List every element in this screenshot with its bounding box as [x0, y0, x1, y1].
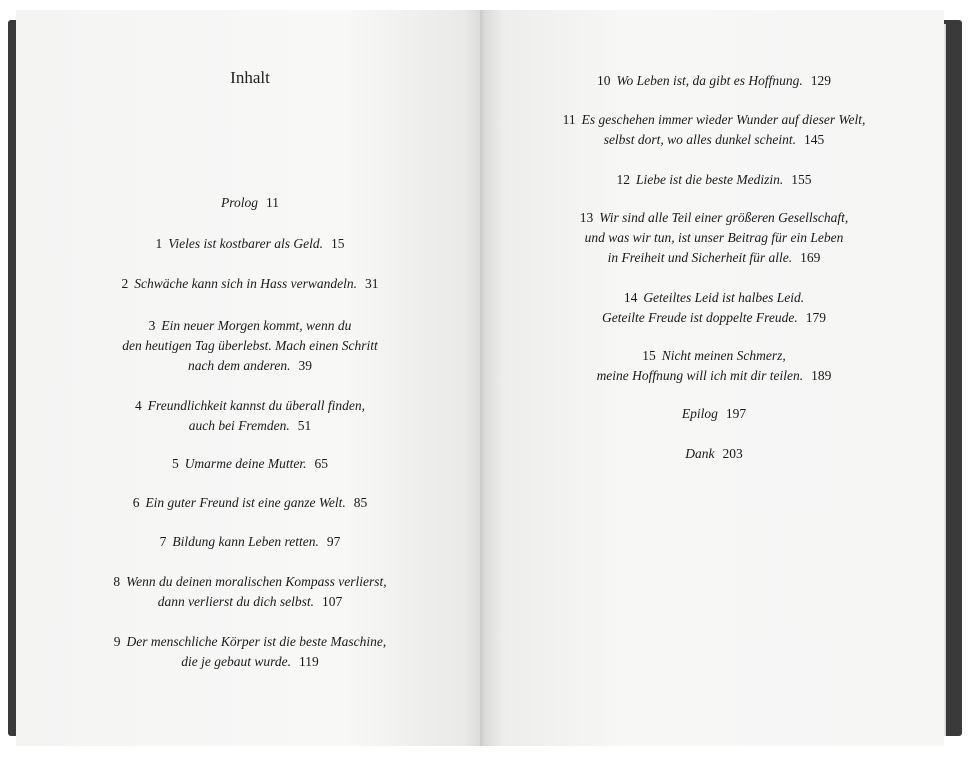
page-number: 169 — [800, 250, 821, 265]
page-number: 11 — [266, 195, 279, 210]
left-page — [16, 10, 484, 746]
toc-heading: Inhalt — [230, 68, 270, 87]
toc-entry-line — [16, 652, 484, 672]
chapter-title: Geteilte Freude ist doppelte Freude. — [601, 310, 798, 325]
chapter-number: 11 — [562, 112, 576, 127]
chapter-title: meine Hoffnung will ich mit dir teilen. — [596, 368, 804, 383]
chapter-number: 6 — [132, 495, 140, 510]
toc-entry-line — [16, 592, 484, 612]
toc-entry-line — [484, 170, 944, 190]
page-number: 65 — [314, 456, 329, 471]
toc-entry-line — [484, 248, 944, 268]
toc-entry — [16, 532, 484, 552]
chapter-number: 2 — [121, 276, 129, 291]
page-number: 203 — [722, 446, 743, 461]
toc-entry — [16, 193, 484, 213]
chapter-title: dann verlierst du dich selbst. — [157, 594, 315, 609]
chapter-number: 8 — [113, 574, 121, 589]
toc-entry-line — [484, 288, 944, 308]
page-number: 97 — [326, 534, 341, 549]
toc-entry-line — [16, 493, 484, 513]
chapter-title: Liebe ist die beste Medizin. — [635, 172, 784, 187]
toc-entry — [16, 454, 484, 474]
chapter-title: Nicht meinen Schmerz, — [661, 348, 786, 363]
chapter-title: Ein guter Freund ist eine ganze Welt. — [145, 495, 346, 510]
page-number: 39 — [298, 358, 313, 373]
chapter-number: 3 — [148, 318, 156, 333]
chapter-title: Freundlichkeit kannst du überall finden, — [147, 398, 366, 413]
toc-entry-line — [484, 228, 944, 248]
chapter-title: den heutigen Tag überlebst. Mach einen Schritt — [122, 338, 378, 353]
chapter-title: Schwäche kann sich in Hass verwandeln. — [134, 276, 357, 291]
chapter-title: Umarme deine Mutter. — [184, 456, 307, 471]
chapter-number: 7 — [159, 534, 167, 549]
chapter-number: 12 — [616, 172, 630, 187]
toc-entry-line — [16, 193, 484, 213]
chapter-title: Vieles ist kostbarer als Geld. — [168, 236, 324, 251]
chapter-title: selbst dort, wo alles dunkel scheint. — [603, 132, 797, 147]
toc-entry — [16, 316, 484, 376]
chapter-title: Ein neuer Morgen kommt, wenn du — [161, 318, 352, 333]
toc-entry-line — [16, 416, 484, 436]
toc-entry-line — [16, 234, 484, 254]
toc-entry-line — [484, 208, 944, 228]
toc-entry-line — [484, 308, 944, 328]
toc-entry-line — [484, 71, 944, 91]
page-number: 51 — [297, 418, 312, 433]
toc-entry — [16, 234, 484, 254]
toc-entry — [16, 632, 484, 672]
toc-entry — [484, 208, 944, 268]
toc-entry-line — [16, 572, 484, 592]
toc-entry — [484, 71, 944, 91]
chapter-title: Es geschehen immer wieder Wunder auf dieser Welt, — [581, 112, 866, 127]
toc-entry — [484, 346, 944, 386]
toc-entry — [16, 274, 484, 294]
chapter-number: 9 — [113, 634, 121, 649]
chapter-title: Dank — [685, 446, 715, 461]
page-number: 15 — [331, 236, 345, 251]
toc-entry — [484, 170, 944, 190]
toc-entry — [484, 404, 944, 424]
page-number: 107 — [322, 594, 343, 609]
page-number: 179 — [805, 310, 827, 325]
toc-entry-line — [484, 444, 944, 464]
chapter-title: und was wir tun, ist unser Beitrag für ein Leben — [584, 230, 844, 245]
toc-entry — [16, 396, 484, 436]
toc-entry-line — [16, 532, 484, 552]
toc-entry-line — [484, 110, 944, 130]
chapter-title: Der menschliche Körper ist die beste Maschine, — [126, 634, 387, 649]
chapter-title: Epilog — [681, 406, 718, 421]
toc-entry-line — [16, 336, 484, 356]
chapter-number: 13 — [579, 210, 594, 225]
page-number: 31 — [364, 276, 379, 291]
chapter-number: 1 — [155, 236, 163, 251]
toc-entry — [484, 288, 944, 328]
toc-entry-line — [16, 396, 484, 416]
right-page — [484, 10, 944, 746]
page-number: 119 — [298, 654, 319, 669]
chapter-title: die je gebaut wurde. — [181, 654, 291, 669]
toc-entry-line — [16, 454, 484, 474]
chapter-title: auch bei Fremden. — [188, 418, 290, 433]
chapter-title: Geteiltes Leid ist halbes Leid. — [643, 290, 805, 305]
toc-entry-line — [16, 632, 484, 652]
toc-entry-line — [16, 274, 484, 294]
page-number: 155 — [791, 172, 812, 187]
chapter-title: nach dem anderen. — [187, 358, 291, 373]
chapter-title: Wenn du deinen moralischen Kompass verlierst, — [126, 574, 387, 589]
toc-entry — [484, 110, 944, 150]
toc-entry — [16, 493, 484, 513]
chapter-number: 14 — [623, 290, 638, 305]
chapter-number: 4 — [134, 398, 142, 413]
toc-entry-line — [484, 366, 944, 386]
page-number: 129 — [810, 73, 831, 88]
chapter-title: Bildung kann Leben retten. — [172, 534, 319, 549]
chapter-title: Prolog — [221, 195, 258, 210]
chapter-title: Wo Leben ist, da gibt es Hoffnung. — [616, 73, 803, 88]
chapter-title: in Freiheit und Sicherheit für alle. — [607, 250, 793, 265]
chapter-title: Wir sind alle Teil einer größeren Gesellschaft, — [599, 210, 849, 225]
chapter-number: 10 — [596, 73, 611, 88]
page-number: 85 — [353, 495, 368, 510]
toc-entry — [16, 572, 484, 612]
toc-entry-line — [484, 404, 944, 424]
toc-entry-line — [484, 130, 944, 150]
chapter-number: 15 — [642, 348, 656, 363]
toc-entry-line — [16, 356, 484, 376]
toc-entry — [484, 444, 944, 464]
chapter-number: 5 — [171, 456, 179, 471]
toc-entry-line — [484, 346, 944, 366]
page-number: 189 — [811, 368, 832, 383]
toc-entry-line — [16, 316, 484, 336]
page-number: 197 — [725, 406, 747, 421]
page-number: 145 — [804, 132, 825, 147]
